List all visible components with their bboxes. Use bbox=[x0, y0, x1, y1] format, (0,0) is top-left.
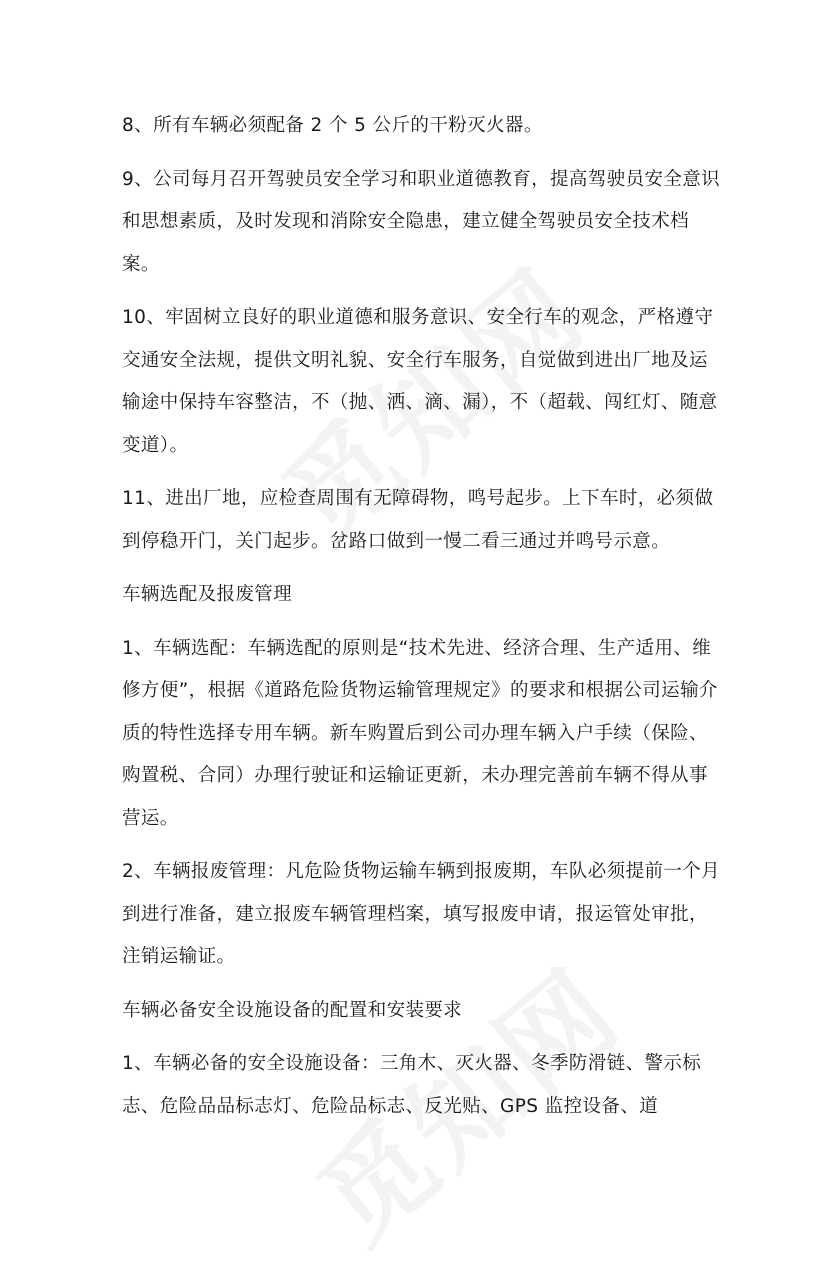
item-1-required-equipment: 1、车辆必备的安全设施设备：三角木、灭火器、冬季防滑链、警示标志、危险品品标志灯、危险品标志、反光贴、GPS 监控设备、道 bbox=[122, 1053, 702, 1117]
item-11-entering-site: 11、进出厂地，应检查周围有无障碍物，鸣号起步。上下车时，必须做到停稳开门，关门起步。岔路口做到一慢二看三通过并鸣号示意。 bbox=[122, 488, 714, 552]
heading-safety-equipment: 车辆必备安全设施设备的配置和安装要求 bbox=[122, 999, 463, 1021]
item-2-vehicle-scrapping: 2、车辆报废管理：凡危险货物运输车辆到报废期，车队必须提前一个月到进行准备，建立报废车辆管理档案，填写报废申请，报运管处审批，注销运输证。 bbox=[122, 861, 721, 967]
item-10-service-awareness: 10、牢固树立良好的职业道德和服务意识、安全行车的观念，严格遵守交通安全法规，提供文明礼貌、安全行车服务，自觉做到进出厂地及运输途中保持车容整洁，不（抛、洒、滴、漏），不（超载、闯红灯、随意变道）。 bbox=[122, 307, 718, 456]
heading-vehicle-selection-scrapping: 车辆选配及报废管理 bbox=[122, 584, 293, 605]
item-8-fire-extinguisher: 8、所有车辆必须配备 2 个 5 公斤的干粉灭火器。 bbox=[122, 115, 543, 136]
item-1-vehicle-selection: 1、车辆选配：车辆选配的原则是“技术先进、经济合理、生产适用、维修方便”，根据《道路危险货物运输管理规定》的要求和根据公司运输介质的特性选择专用车辆。新车购置后到公司办理车辆入户手续（保险、购置税、合同）办理行驶证和运输证更新，未办理完善前车辆不得从事营运。 bbox=[122, 637, 718, 829]
item-9-driver-education: 9、公司每月召开驾驶员安全学习和职业道德教育，提高驾驶员安全意识和思想素质，及时发现和消除安全隐患，建立健全驾驶员安全技术档案。 bbox=[122, 168, 721, 275]
document-body bbox=[122, 105, 722, 1139]
